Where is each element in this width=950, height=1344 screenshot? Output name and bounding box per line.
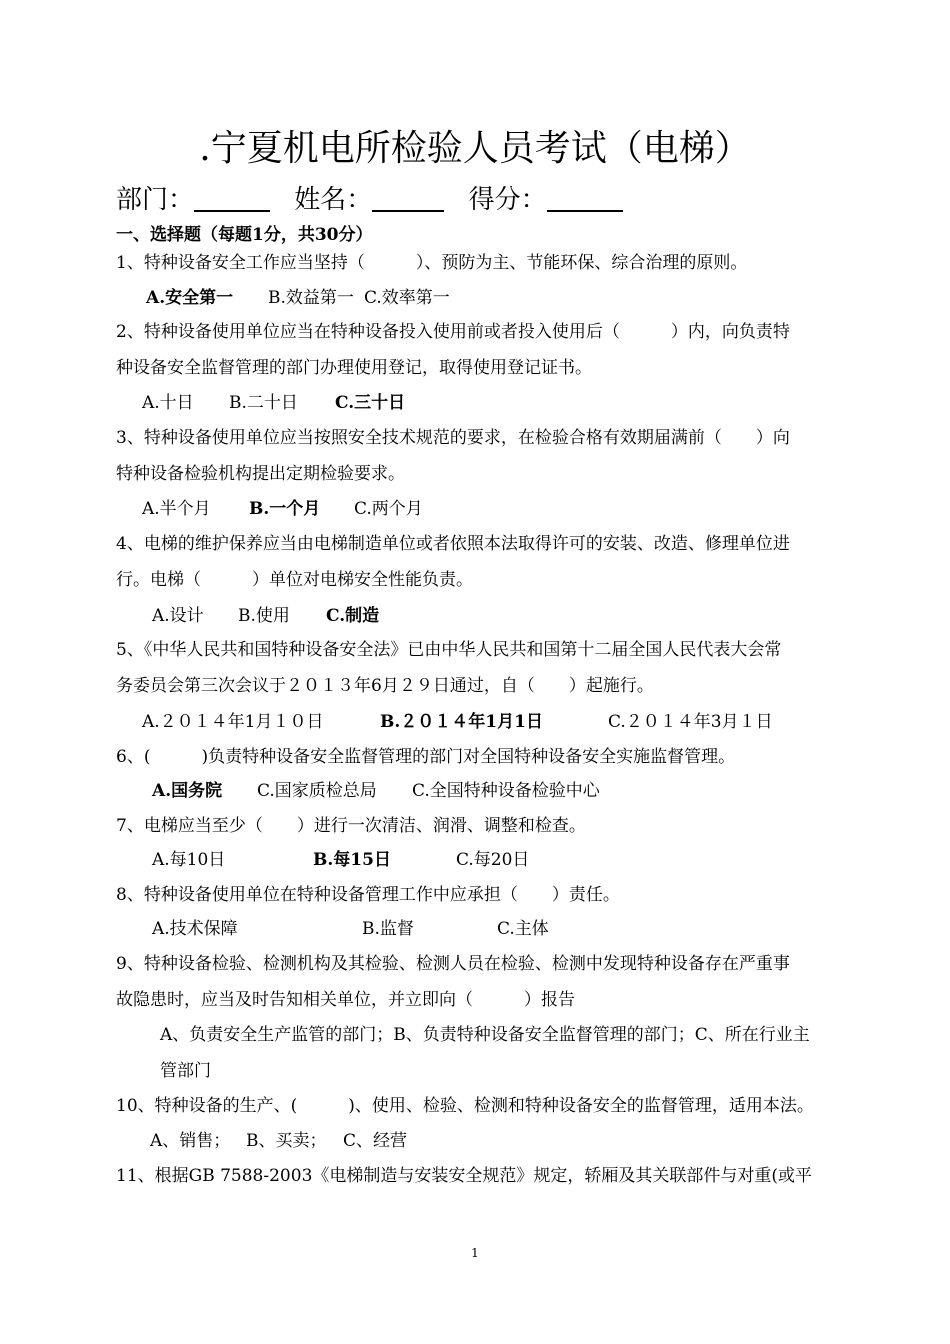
- question-7-line-1: 7、电梯应当至少（ ）进行一次清洁、润滑、调整和检查。: [116, 816, 586, 836]
- question-1-line-1: 1、特种设备安全工作应当坚持（ ）、预防为主、节能环保、综合治理的原则。: [116, 253, 748, 273]
- score-label: 得分：: [468, 185, 547, 215]
- q5-option-a: A.２０１４年1月１０日: [142, 712, 324, 732]
- q2-option-b: B.二十日: [229, 393, 298, 413]
- question-2-line-1: 2、特种设备使用单位应当在特种设备投入使用前或者投入使用后（ ）内，向负责特: [116, 322, 790, 342]
- section-heading: 一、选择题（每题1分，共30分）: [116, 225, 373, 245]
- q3-option-c: C.两个月: [354, 499, 423, 519]
- question-11-line-1: 11、根据GB 7588-2003《电梯制造与安装安全规范》规定，轿厢及其关联部件与对重(或平: [116, 1166, 813, 1186]
- name-label: 姓名：: [294, 185, 373, 215]
- question-6-line-1: 6、( )负责特种设备安全监督管理的部门对全国特种设备安全实施监督管理。: [116, 747, 736, 767]
- q8-option-b: B.监督: [362, 919, 414, 939]
- q4-option-c: C.制造: [326, 606, 380, 626]
- question-5-line-2: 务委员会第三次会议于２０１３年6月２９日通过，自（ ）起施行。: [116, 676, 654, 696]
- q5-option-c: C.２０１４年3月１日: [608, 712, 773, 732]
- score-blank: [547, 182, 623, 212]
- q1-option-c: C.效率第一: [364, 288, 450, 308]
- q6-option-b: C.国家质检总局: [257, 781, 377, 801]
- page-number: 1: [471, 1246, 479, 1260]
- q7-option-b: B.每15日: [313, 850, 391, 870]
- question-9-line-2: 故隐患时，应当及时告知相关单位，并立即向（ ）报告: [116, 990, 575, 1010]
- question-4-line-1: 4、电梯的维护保养应当由电梯制造单位或者依照本法取得许可的安装、改造、修理单位进: [116, 534, 790, 554]
- q9-options-line-1: A、负责安全生产监管的部门；B、负责特种设备安全监督管理的部门；C、所在行业主: [160, 1025, 810, 1045]
- q2-option-a: A.十日: [142, 393, 194, 413]
- question-4-line-2: 行。电梯（ ）单位对电梯安全性能负责。: [116, 570, 473, 590]
- q8-option-a: A.技术保障: [152, 919, 238, 939]
- question-3-line-2: 特种设备检验机构提出定期检验要求。: [116, 464, 405, 484]
- name-blank: [372, 182, 444, 212]
- q1-option-a: A.安全第一: [146, 288, 234, 308]
- q4-option-a: A.设计: [152, 606, 204, 626]
- q6-option-c: C.全国特种设备检验中心: [412, 781, 600, 801]
- q7-option-a: A.每10日: [152, 850, 226, 870]
- question-10-line-1: 10、特种设备的生产、( )、使用、检验、检测和特种设备安全的监督管理，适用本法。: [116, 1096, 814, 1116]
- question-5-line-1: 5、《中华人民共和国特种设备安全法》已由中华人民共和国第十二届全国人民代表大会常: [116, 640, 782, 660]
- dept-label: 部门：: [116, 185, 195, 215]
- q9-options-line-2: 管部门: [160, 1061, 211, 1081]
- q10-option-a: A、销售；: [150, 1131, 231, 1151]
- q10-option-c: C、经营: [343, 1131, 408, 1151]
- q7-option-c: C.每20日: [456, 850, 530, 870]
- q10-option-b: B、买卖；: [246, 1131, 327, 1151]
- q4-option-b: B.使用: [238, 606, 290, 626]
- question-8-line-1: 8、特种设备使用单位在特种设备管理工作中应承担（ ）责任。: [116, 885, 620, 905]
- question-9-line-1: 9、特种设备检验、检测机构及其检验、检测人员在检验、检测中发现特种设备存在严重事: [116, 954, 790, 974]
- info-row: [116, 182, 639, 218]
- q3-option-a: A.半个月: [142, 499, 211, 519]
- q6-option-a: A.国务院: [152, 781, 223, 801]
- q3-option-b: B.一个月: [249, 499, 321, 519]
- q8-option-c: C.主体: [497, 919, 549, 939]
- q5-option-b: B.２０１４年1月1日: [380, 712, 543, 732]
- page-title: .宁夏机电所检验人员考试（电梯）: [199, 128, 751, 169]
- question-2-line-2: 种设备安全监督管理的部门办理使用登记，取得使用登记证书。: [116, 358, 592, 378]
- q2-option-c: C.三十日: [335, 393, 406, 413]
- dept-blank: [194, 182, 270, 212]
- question-3-line-1: 3、特种设备使用单位应当按照安全技术规范的要求，在检验合格有效期届满前（ ）向: [116, 428, 790, 448]
- q1-option-b: B.效益第一: [268, 288, 354, 308]
